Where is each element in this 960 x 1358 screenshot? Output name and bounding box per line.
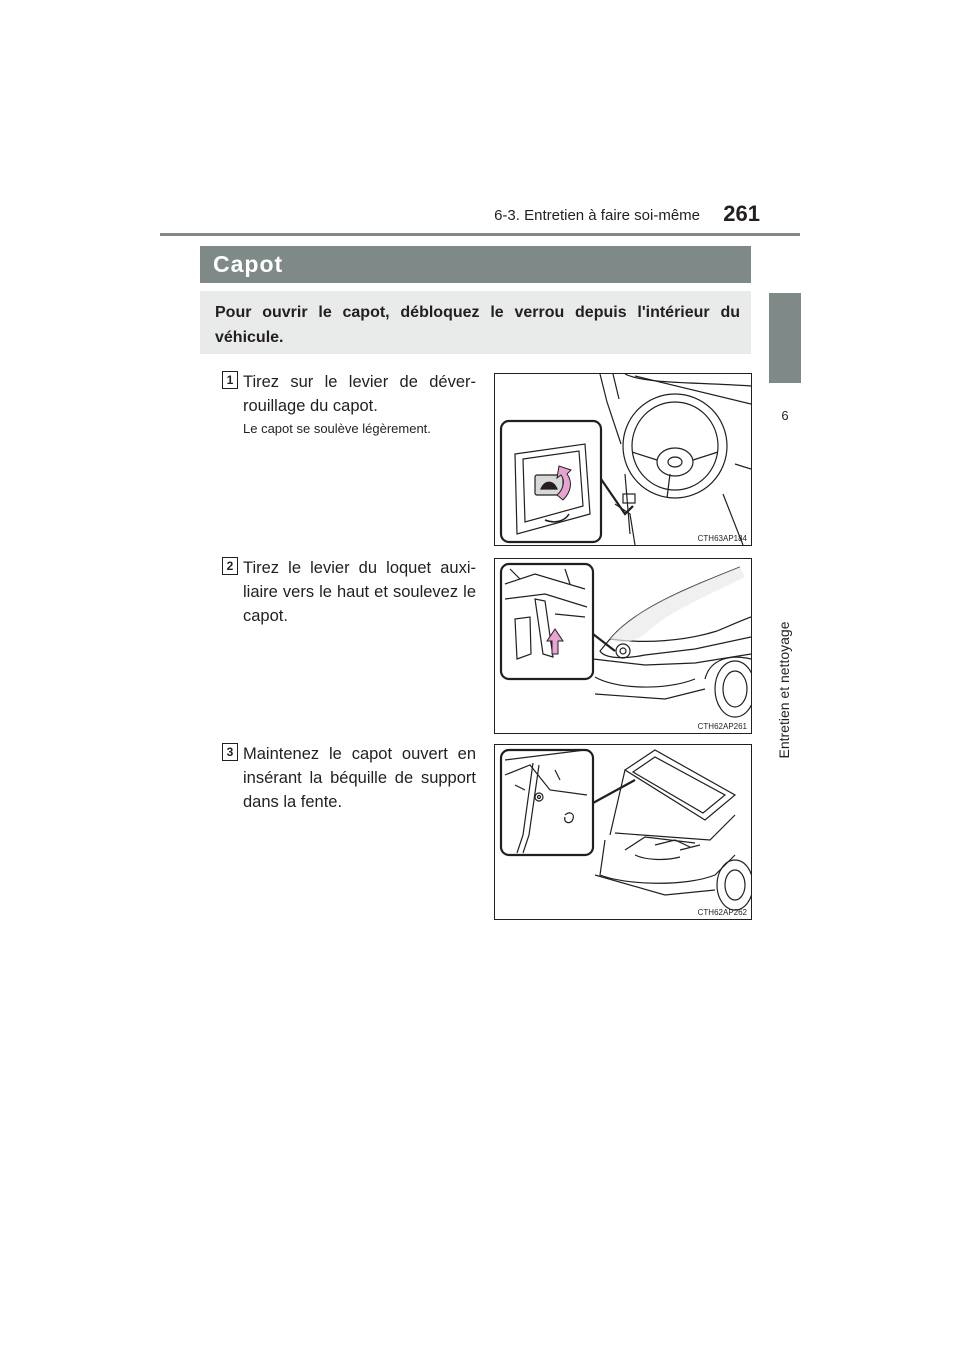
auxiliary-latch-illustration — [495, 559, 751, 733]
chapter-number: 6 — [781, 408, 789, 423]
header-section-title: 6-3. Entretien à faire soi-même — [494, 207, 700, 224]
figure-1-code: CTH63AP184 — [697, 534, 747, 543]
intro-text: Pour ouvrir le capot, débloquez le verrou depuis l'intérieur du véhicule. — [215, 304, 740, 346]
figure-support-rod — [494, 744, 752, 920]
step-number-3: 3 — [222, 743, 238, 761]
header-divider — [160, 233, 800, 236]
step-number-1: 1 — [222, 371, 238, 389]
figure-auxiliary-latch — [494, 558, 752, 734]
section-title-bar — [200, 246, 751, 283]
step-number-2: 2 — [222, 557, 238, 575]
figure-3-code: CTH62AP262 — [697, 908, 747, 917]
section-title: Capot — [213, 251, 284, 277]
chapter-title: Entretien et nettoyage — [776, 621, 792, 759]
support-rod-illustration — [495, 745, 751, 919]
figure-hood-release-lever — [494, 373, 752, 546]
figure-2-code: CTH62AP261 — [697, 722, 747, 731]
step-3-text: Maintenez le capot ouvert en insérant la béquille de support dans la fente. — [243, 745, 476, 811]
step-1-text: Tirez sur le levier de déver-rouillage du capot. — [243, 373, 476, 415]
hood-release-illustration — [495, 374, 751, 545]
chapter-tab — [769, 293, 801, 383]
chapter-title-vertical — [774, 480, 798, 900]
step-1-subtext: Le capot se soulève légèrement. — [243, 421, 431, 436]
step-2-text: Tirez le levier du loquet auxi-liaire vers le haut et soulevez le capot. — [243, 559, 476, 625]
intro-box — [200, 291, 751, 354]
page-number: 261 — [723, 201, 760, 226]
